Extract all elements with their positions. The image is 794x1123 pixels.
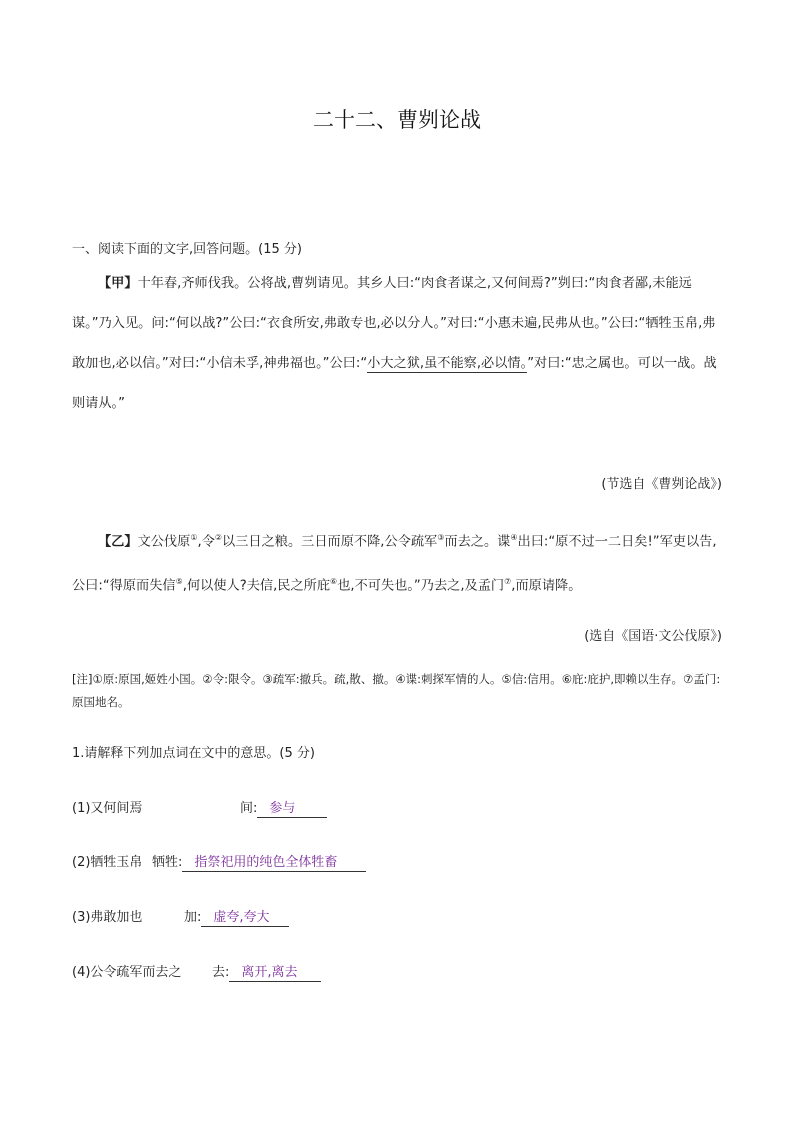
answer-item	[72, 797, 327, 818]
passage-label: 【乙】	[98, 534, 138, 550]
source-citation: (选自《国语·文公伐原》)	[584, 629, 722, 644]
answer-field: 虚夸,夸大	[201, 906, 289, 927]
note-mark: ③	[437, 533, 445, 542]
item-phrase: (3)弗敢加也	[72, 910, 143, 925]
page-title: 二十二、曹刿论战	[313, 108, 481, 132]
item-word: 牺牲:	[152, 855, 183, 870]
answer-item	[72, 906, 289, 927]
passage-text: ,何以使人?夫信,民之所庇	[182, 578, 331, 594]
answer-field: 指祭祀用的纯色全体牲畜	[182, 851, 366, 872]
note-mark: ④	[510, 533, 518, 542]
passage-text: 也,不可失也。”乃去之,及孟门	[337, 578, 505, 594]
item-word: 加:	[184, 910, 202, 925]
note-mark: ⑤	[175, 577, 183, 587]
question-heading: 1.请解释下列加点词在文中的意思。(5 分)	[72, 746, 315, 761]
passage-text: ,令	[197, 534, 215, 550]
note-mark: ①	[190, 533, 198, 542]
item-phrase: (1)又何间焉	[72, 801, 143, 816]
passage-text: ,而原请降。	[511, 578, 582, 594]
answer-field: 离开,离去	[229, 961, 321, 982]
passage-jia	[72, 264, 722, 424]
source-citation: (节选自《曹刿论战》)	[601, 477, 722, 492]
passage-label: 【甲】	[98, 276, 138, 291]
section-heading: 一、阅读下面的文字,回答问题。(15 分)	[72, 242, 302, 257]
note-mark: ⑦	[504, 577, 512, 587]
item-word: 间:	[240, 801, 258, 816]
passage-text: 文公伐原	[137, 534, 191, 550]
item-phrase: (4)公令疏军而去之	[72, 965, 182, 980]
answer-field: 参与	[257, 797, 327, 818]
passage-text: 十年春,齐师伐我。公将战,曹刿请见。其乡人曰:“肉食者谋之,又何间焉?”刿曰:“肉食者鄙,未能远谋。”乃入见。问:“何以战?”公曰:“衣食所安,弗敢专也,必以分人。”对曰:“小惠未遍,民弗从也。”公曰:“牺牲玉帛,弗敢加也,必以信。”对曰:“小信未孚,神弗福也。”公曰:“	[72, 276, 716, 371]
underlined-sentence: 小大之狱,虽不能察,必以情。	[367, 356, 528, 371]
answer-item	[72, 851, 366, 872]
answer-item	[72, 961, 321, 982]
note-mark: ⑥	[330, 577, 338, 587]
passage-text: 而去之。谍	[444, 534, 511, 550]
note-mark: ②	[214, 533, 223, 542]
passage-text: 以三日之粮。三日而原不降,公令疏军	[222, 534, 438, 550]
item-word: 去:	[212, 965, 230, 980]
passage-text: 出曰:“原不过一二日矣!”军吏以告,公曰:“得原而失信	[72, 534, 717, 594]
passage-text: ”对曰:“忠之属也。可以一战。战则请从。”	[72, 356, 717, 411]
passage-yi	[72, 518, 722, 607]
item-phrase: (2)牺牲玉帛	[72, 855, 143, 870]
footnotes: [注]①原:原国,姬姓小国。②令:限令。③疏军:撤兵。疏,散、撤。④谍:刺探军情的人。⑤信:信用。⑥庇:庇护,即赖以生存。⑦孟门:原国地名。	[72, 672, 721, 709]
